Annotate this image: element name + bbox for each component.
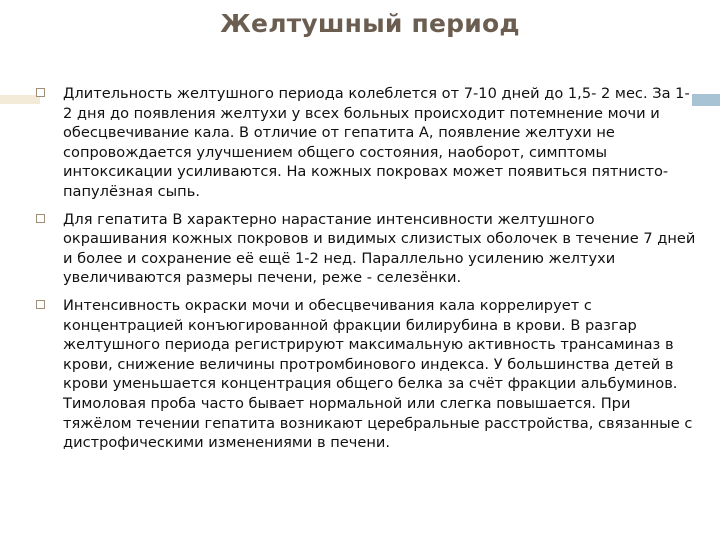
hollow-square-bullet-icon xyxy=(36,300,45,309)
hollow-square-bullet-icon xyxy=(36,214,45,223)
bullet-item-2 xyxy=(36,210,696,288)
accent-bar-right-segment xyxy=(692,94,720,106)
bullet-list xyxy=(36,84,696,461)
accent-bar-left-segment xyxy=(0,95,40,104)
bullet-text-2: Для гепатита В характерно нарастание интенсивности желтушного окрашивания кожных покровов и видимых слизистых оболочек в течение 7 дней и более и сохранение её ещё 1-2 нед. Параллельно усилению желтухи увеличиваются размеры печени, реже - селезёнки. xyxy=(63,210,696,287)
hollow-square-bullet-icon xyxy=(36,88,45,97)
bullet-item-3 xyxy=(36,296,696,453)
slide-title: Желтушный период xyxy=(220,9,520,38)
bullet-text-3: Интенсивность окраски мочи и обесцвечивания кала коррелирует с концентрацией конъюгированной фракции билирубина в крови. В разгар желтушного периода регистрируют максимальную активность трансаминаз в крови, снижение величины протромбинового индекса. У большинства детей в крови уменьшается концентрация общего белка за счёт фракции альбуминов. Тимоловая проба часто бывает нормальной или слегка повышается. При тяжёлом течении гепатита возникают церебральные расстройства, связанные с дистрофическими изменениями в печени. xyxy=(63,296,693,452)
bullet-item-1 xyxy=(36,84,696,202)
bullet-text-1: Длительность желтушного периода колеблется от 7-10 дней до 1,5- 2 мес. За 1-2 дня до появления желтухи у всех больных происходит потемнение мочи и обесцвечивание кала. В отличие от гепатита А, появление желтухи не сопровождается улучшением общего состояния, наоборот, симптомы интоксикации усиливаются. На кожных покровах может появиться пятнисто-папулёзная сыпь. xyxy=(63,85,690,200)
